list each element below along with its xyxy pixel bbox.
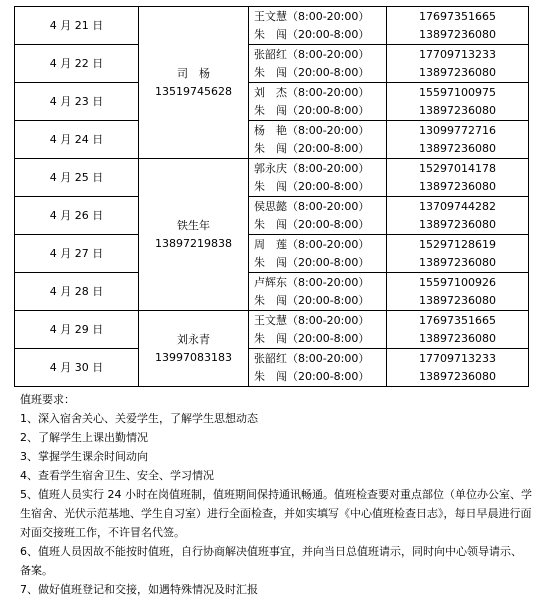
staff-name: 杨 艳 [254,123,287,137]
staff-phone: 13897236080 [419,179,496,193]
staff-name: 张韶红 [254,351,287,365]
table-row [15,235,529,273]
leader-cell [139,311,249,387]
staff-phone: 13897236080 [419,217,496,231]
phone-cell [387,273,529,311]
phone-cell [387,7,529,45]
staff-name: 朱 闯 [254,103,287,117]
phone-cell [387,159,529,197]
staff-phone: 15297014178 [419,161,496,175]
staff-shift: （8:00-20:00） [287,275,370,289]
staff-name: 朱 闯 [254,65,287,79]
duty-requirements [20,390,532,599]
requirements-title: 值班要求： [20,393,75,406]
requirement-item: 7、做好值班登记和交接，如遇特殊情况及时汇报 [20,583,258,596]
staff-phone: 17697351665 [419,313,496,327]
staff-shift: （8:00-20:00） [287,9,370,23]
staff-cell [249,235,387,273]
staff-name: 朱 闯 [254,27,287,41]
table-row [15,273,529,311]
duty-schedule-table [14,6,529,387]
staff-shift: （8:00-20:00） [287,47,370,61]
staff-shift: （20:00-8:00） [287,103,370,117]
staff-cell [249,349,387,387]
staff-phone: 13897236080 [419,255,496,269]
staff-phone: 13897236080 [419,141,496,155]
date-cell: 4 月 25 日 [15,159,139,197]
staff-phone: 17709713233 [419,351,496,365]
staff-cell [249,311,387,349]
table-row [15,159,529,197]
staff-name: 朱 闯 [254,217,287,231]
staff-cell [249,273,387,311]
table-row [15,197,529,235]
staff-shift: （8:00-20:00） [287,123,370,137]
requirement-item: 3、掌握学生课余时间动向 [20,450,148,463]
requirement-item: 4、查看学生宿舍卫生、安全、学习情况 [20,469,214,482]
phone-cell [387,311,529,349]
staff-name: 周 莲 [254,237,287,251]
staff-cell [249,45,387,83]
staff-name: 郭永庆 [254,161,287,175]
staff-shift: （20:00-8:00） [287,331,370,345]
staff-phone: 13897236080 [419,369,496,383]
staff-shift: （20:00-8:00） [287,217,370,231]
staff-name: 朱 闯 [254,369,287,383]
staff-shift: （20:00-8:00） [287,255,370,269]
requirement-item: 5、值班人员实行 24 小时在岗值班制，值班期间保持通讯畅通。值班检查要对重点部位（单位办公室、学生宿舍、光伏示范基地、学生自习室）进行全面检查，并如实填写《中心值班检查日志》，每日早晨进行面对面交接班工作，不许冒名代签。 [20,488,532,539]
staff-name: 朱 闯 [254,331,287,345]
phone-cell [387,197,529,235]
staff-name: 刘 杰 [254,85,287,99]
leader-name: 刘永青 [177,332,210,346]
staff-phone: 15597100975 [419,85,496,99]
date-cell: 4 月 24 日 [15,121,139,159]
staff-name: 朱 闯 [254,179,287,193]
table-row [15,311,529,349]
staff-name: 侯思懿 [254,199,287,213]
staff-name: 张韶红 [254,47,287,61]
date-cell: 4 月 28 日 [15,273,139,311]
date-cell: 4 月 22 日 [15,45,139,83]
date-cell: 4 月 29 日 [15,311,139,349]
staff-shift: （20:00-8:00） [287,369,370,383]
staff-phone: 13897236080 [419,65,496,79]
phone-cell [387,83,529,121]
staff-name: 王文慧 [254,313,287,327]
staff-phone: 13897236080 [419,331,496,345]
table-row [15,7,529,45]
staff-cell [249,197,387,235]
staff-shift: （8:00-20:00） [287,237,370,251]
staff-phone: 15597100926 [419,275,496,289]
staff-phone: 17697351665 [419,9,496,23]
leader-phone: 13897219838 [155,236,232,250]
leader-phone: 13519745628 [155,84,232,98]
staff-cell [249,7,387,45]
staff-phone: 13897236080 [419,293,496,307]
leader-phone: 13997083183 [155,350,232,364]
table-row [15,349,529,387]
staff-phone: 13099772716 [419,123,496,137]
staff-shift: （8:00-20:00） [287,85,370,99]
staff-name: 王文慧 [254,9,287,23]
staff-cell [249,121,387,159]
leader-cell [139,7,249,159]
staff-shift: （20:00-8:00） [287,179,370,193]
staff-shift: （8:00-20:00） [287,313,370,327]
date-cell: 4 月 23 日 [15,83,139,121]
staff-shift: （8:00-20:00） [287,161,370,175]
staff-shift: （20:00-8:00） [287,141,370,155]
leader-name: 司 杨 [177,66,210,80]
staff-cell [249,83,387,121]
date-cell: 4 月 27 日 [15,235,139,273]
leader-name: 铁生年 [177,218,210,232]
table-row [15,121,529,159]
staff-name: 朱 闯 [254,141,287,155]
staff-shift: （20:00-8:00） [287,65,370,79]
requirement-item: 2、了解学生上课出勤情况 [20,431,148,444]
date-cell: 4 月 26 日 [15,197,139,235]
staff-name: 朱 闯 [254,293,287,307]
staff-name: 卢辉东 [254,275,287,289]
staff-shift: （8:00-20:00） [287,199,370,213]
staff-shift: （20:00-8:00） [287,27,370,41]
phone-cell [387,121,529,159]
table-row [15,83,529,121]
phone-cell [387,349,529,387]
staff-phone: 13709744282 [419,199,496,213]
staff-name: 朱 闯 [254,255,287,269]
leader-cell [139,159,249,311]
date-cell: 4 月 21 日 [15,7,139,45]
phone-cell [387,45,529,83]
staff-phone: 17709713233 [419,47,496,61]
staff-phone: 13897236080 [419,27,496,41]
staff-phone: 15297128619 [419,237,496,251]
phone-cell [387,235,529,273]
requirement-item: 6、值班人员因故不能按时值班，自行协商解决值班事宜，并向当日总值班请示，同时向中心领导请示、备案。 [20,545,522,577]
staff-shift: （20:00-8:00） [287,293,370,307]
date-cell: 4 月 30 日 [15,349,139,387]
requirement-item: 1、深入宿舍关心、关爱学生，了解学生思想动态 [20,412,258,425]
staff-cell [249,159,387,197]
staff-phone: 13897236080 [419,103,496,117]
staff-shift: （8:00-20:00） [287,351,370,365]
table-row [15,45,529,83]
